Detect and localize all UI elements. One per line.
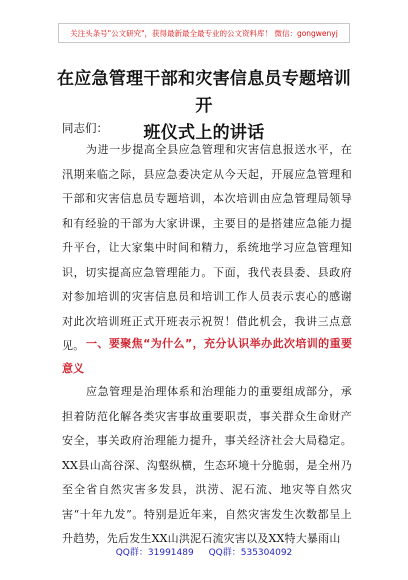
footer-qq-group-1: QQ群：31991489	[115, 548, 194, 558]
promo-banner-text: 关注头条号"公文研究"，获得最新最全最专业的公文资料库！ 微信：gongwenyj	[70, 28, 338, 38]
title-line-2: 班仪式上的讲话	[143, 123, 265, 143]
promo-banner	[58, 23, 350, 43]
footer-qq-group-2: QQ群：535304092	[208, 548, 293, 558]
section-heading-1: 一、要聚焦“为什么”，充分认识举办此次培训的重要意义	[62, 337, 352, 375]
paragraph-intro: 为进一步提高全县应急管理和灾害信息报送水平，在汛期来临之际，县应急委决定从今天起，开展应急管理和干部和灾害信息员专题培训，本次培训由应急管理局领导和有经验的干部为大家讲课，主要目的是搭建应急能力提升平台，让大家集中时间和精力，系统地学习应急管理知识，切实提高应急管理能力。下面，我代表县委、县政府对参加培训的灾害信息员和培训工作人员表示衷心的感谢对此次培训班正式开班表示祝贺！借此机会，我讲三点意见。	[62, 143, 352, 352]
paragraph-section-1: 应急管理是治理体系和治理能力的重要组成部分，承担着防范化解各类灾害事故重要职责，事关群众生命财产安全，事关政府治理能力提升，事关经济社会大局稳定。XX县山高谷深、沟壑纵横，生态环境十分脆弱，是全州乃至全省自然灾害多发县，洪涝、泥石流、地灾等自然灾害“十年九发”。特别是近年来，自然灾害发生次数都呈上升趋势，先后发生XX山洪泥石流灾害以及XX特大暴雨山	[62, 385, 352, 545]
salutation: 同志们：	[62, 121, 108, 135]
page-footer	[0, 545, 408, 558]
title-line-1: 在应急管理干部和灾害信息员专题培训开	[56, 69, 352, 116]
